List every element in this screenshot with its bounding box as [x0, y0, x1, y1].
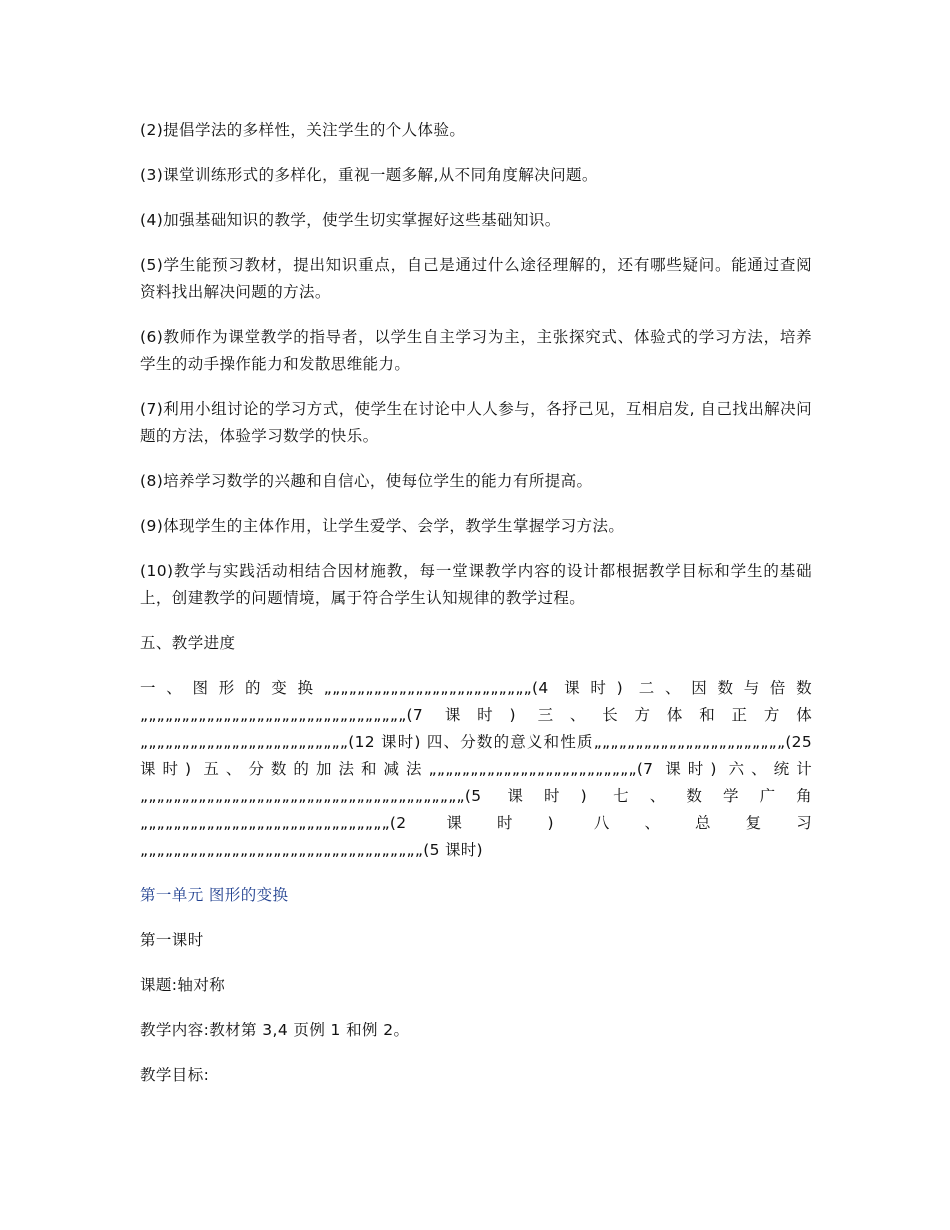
principle-2: (2)提倡学法的多样性，关注学生的个人体验。	[140, 121, 466, 139]
lesson-topic: 课题:轴对称	[140, 976, 226, 994]
objectives-label: 教学目标:	[140, 1066, 210, 1084]
principle-3: (3)课堂训练形式的多样化，重视一题多解,从不同角度解决问题。	[140, 166, 598, 184]
principle-9: (9)体现学生的主体作用，让学生爱学、会学，教学生掌握学习方法。	[140, 517, 625, 535]
principle-6: (6)教师作为课堂教学的指导者，以学生自主学习为主，主张探究式、体验式的学习方法，培养学生的动手操作能力和发散思维能力。	[140, 328, 812, 373]
principle-10: (10)教学与实践活动相结合因材施教，每一堂课教学内容的设计都根据教学目标和学生的基础上，创建教学的问题情境，属于符合学生认知规律的教学过程。	[140, 562, 812, 607]
principle-8: (8)培养学习数学的兴趣和自信心，使每位学生的能力有所提高。	[140, 472, 593, 490]
principle-5: (5)学生能预习教材，提出知识重点，自己是通过什么途径理解的，还有哪些疑问。能通过查阅资料找出解决问题的方法。	[140, 256, 812, 301]
teaching-schedule: 一、图形的变换„„„„„„„„„„„„„„„„„„„„„„„„„(4 课时) 二、因数与倍数„„„„„„„„„„„„„„„„„„„„„„„„„„„„„„„„(7 课时) 三、长方体和正方体„„„„„„„„„„„„„„„„„„„„„„„„„(12 课时) 四、分数的意义和性质„„„„„„„„„„„„„„„„„„„„„„„(25 课时) 五、分数的加法和减法„„„„„„„„„„„„„„„„„„„„„„„„„(7 课时) 六、统计„„„„„„„„„„„„„„„„„„„„„„„„„„„„„„„„„„„„„„„(5 课时) 七、数学广角„„„„„„„„„„„„„„„„„„„„„„„„„„„„„„(2 课时) 八、总复习„„„„„„„„„„„„„„„„„„„„„„„„„„„„„„„„„„(5 课时)	[140, 679, 812, 859]
document-page	[140, 117, 812, 1107]
unit-title: 第一单元 图形的变换	[140, 886, 289, 904]
principle-4: (4)加强基础知识的教学，使学生切实掌握好这些基础知识。	[140, 211, 561, 229]
principle-7: (7)利用小组讨论的学习方式，使学生在讨论中人人参与，各抒己见，互相启发, 自己找出解决问题的方法，体验学习数学的快乐。	[140, 400, 812, 445]
lesson-content: 教学内容:教材第 3,4 页例 1 和例 2。	[140, 1021, 410, 1039]
lesson-label: 第一课时	[140, 931, 204, 949]
section-five-title: 五、教学进度	[140, 634, 236, 652]
